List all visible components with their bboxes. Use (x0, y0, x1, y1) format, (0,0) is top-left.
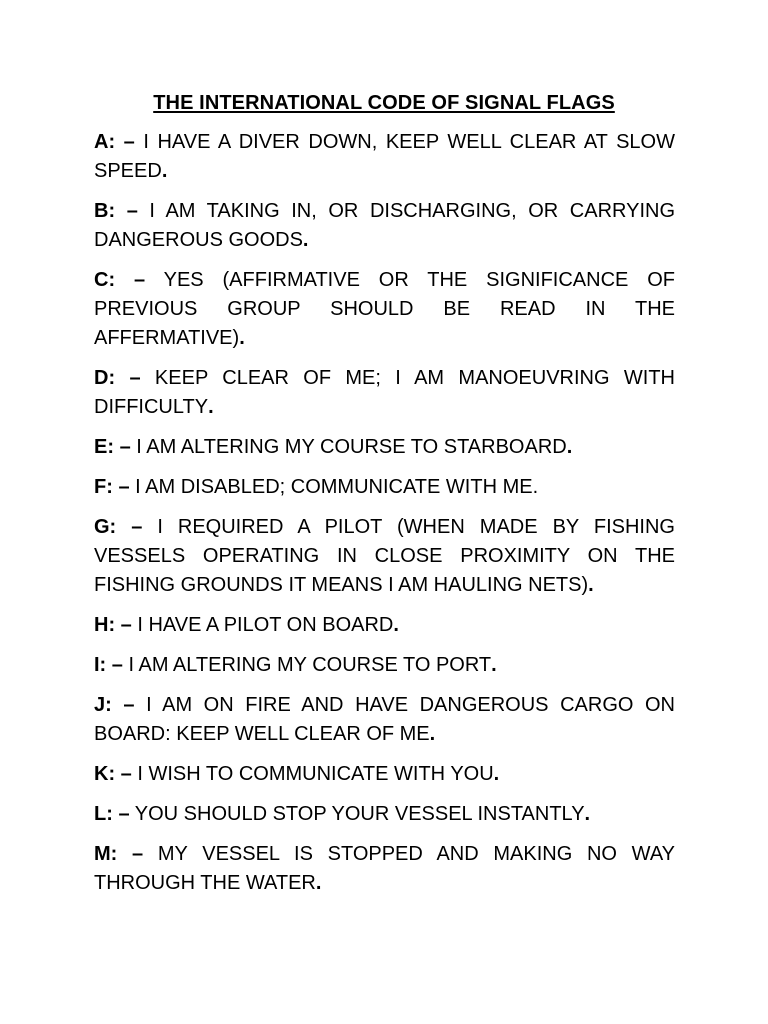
signal-flag-entry-g (94, 513, 675, 600)
flag-letter: I: (94, 654, 107, 676)
entry-dash: – (118, 476, 130, 498)
entry-dash: – (131, 516, 143, 538)
entry-dash: – (126, 200, 138, 222)
entry-period: . (584, 803, 591, 825)
flag-letter: H: (94, 614, 116, 636)
flag-letter: A: (94, 131, 116, 153)
flag-letter: F: (94, 476, 113, 498)
flag-meaning: MY VESSEL IS STOPPED AND MAKING NO WAY THROUGH THE WATER (94, 843, 676, 894)
signal-flag-entry-h (94, 611, 675, 640)
signal-flag-entry-a (94, 128, 675, 186)
entry-dash: – (133, 269, 146, 291)
entry-dash: – (118, 803, 130, 825)
flag-letter: G: (94, 516, 117, 538)
signal-flag-entry-j (94, 691, 675, 749)
entry-period: . (493, 763, 500, 785)
flag-letter: D: (94, 367, 116, 389)
entry-period: . (588, 574, 594, 596)
signal-flag-entry-k (94, 760, 675, 789)
signal-flag-entry-l (94, 800, 675, 829)
entry-dash: – (111, 654, 123, 676)
flag-meaning: I AM ALTERING MY COURSE TO PORT (128, 654, 492, 676)
flag-meaning: I REQUIRED A PILOT (WHEN MADE BY FISHING VESSELS OPERATING IN CLOSE PROXIMITY ON THE FISHING GROUNDS IT MEANS I AM HAULING NETS) (94, 516, 675, 596)
entry-period: . (315, 872, 322, 894)
flag-meaning: YOU SHOULD STOP YOUR VESSEL INSTANTLY (134, 803, 585, 825)
signal-flag-list (94, 128, 675, 909)
flag-meaning: I HAVE A PILOT ON BOARD (137, 614, 394, 636)
flag-meaning: I AM DISABLED; COMMUNICATE WITH ME. (135, 476, 539, 498)
flag-meaning: I AM ON FIRE AND HAVE DANGEROUS CARGO ON BOARD: KEEP WELL CLEAR OF ME (94, 694, 676, 745)
entry-dash: – (120, 614, 132, 636)
entry-period: . (161, 160, 168, 182)
flag-letter: M: (94, 843, 118, 865)
signal-flag-entry-e (94, 433, 675, 462)
signal-flag-entry-i (94, 651, 675, 680)
entry-dash: – (119, 436, 131, 458)
entry-period: . (302, 229, 309, 251)
entry-period: . (208, 396, 214, 418)
flag-letter: J: (94, 694, 112, 716)
signal-flag-entry-c (94, 266, 675, 353)
flag-letter: C: (94, 269, 116, 291)
flag-meaning: YES (AFFIRMATIVE OR THE SIGNIFICANCE OF PREVIOUS GROUP SHOULD BE READ IN THE AFFERMATIVE) (94, 269, 676, 349)
entry-dash: – (123, 131, 135, 153)
entry-dash: – (129, 367, 141, 389)
signal-flag-entry-d (94, 364, 675, 422)
entry-dash: – (132, 843, 144, 865)
entry-period: . (239, 327, 245, 349)
flag-letter: B: (94, 200, 116, 222)
signal-flag-entry-b (94, 197, 675, 255)
entry-dash: – (123, 694, 135, 716)
flag-letter: L: (94, 803, 113, 825)
flag-meaning: I AM TAKING IN, OR DISCHARGING, OR CARRYING DANGEROUS GOODS (94, 200, 676, 251)
entry-period: . (393, 614, 399, 636)
entry-period: . (491, 654, 497, 676)
flag-meaning: I AM ALTERING MY COURSE TO STARBOARD (136, 436, 567, 458)
flag-letter: K: (94, 763, 116, 785)
signal-flag-entry-f (94, 473, 675, 502)
entry-dash: – (120, 763, 132, 785)
entry-period: . (566, 436, 573, 458)
signal-flag-entry-m (94, 840, 675, 898)
flag-meaning: KEEP CLEAR OF ME; I AM MANOEUVRING WITH DIFFICULTY (94, 367, 675, 418)
flag-meaning: I WISH TO COMMUNICATE WITH YOU (137, 763, 494, 785)
flag-meaning: I HAVE A DIVER DOWN, KEEP WELL CLEAR AT SLOW SPEED (94, 131, 675, 182)
entry-period: . (429, 723, 436, 745)
document-title: THE INTERNATIONAL CODE OF SIGNAL FLAGS (153, 92, 615, 114)
flag-letter: E: (94, 436, 114, 458)
